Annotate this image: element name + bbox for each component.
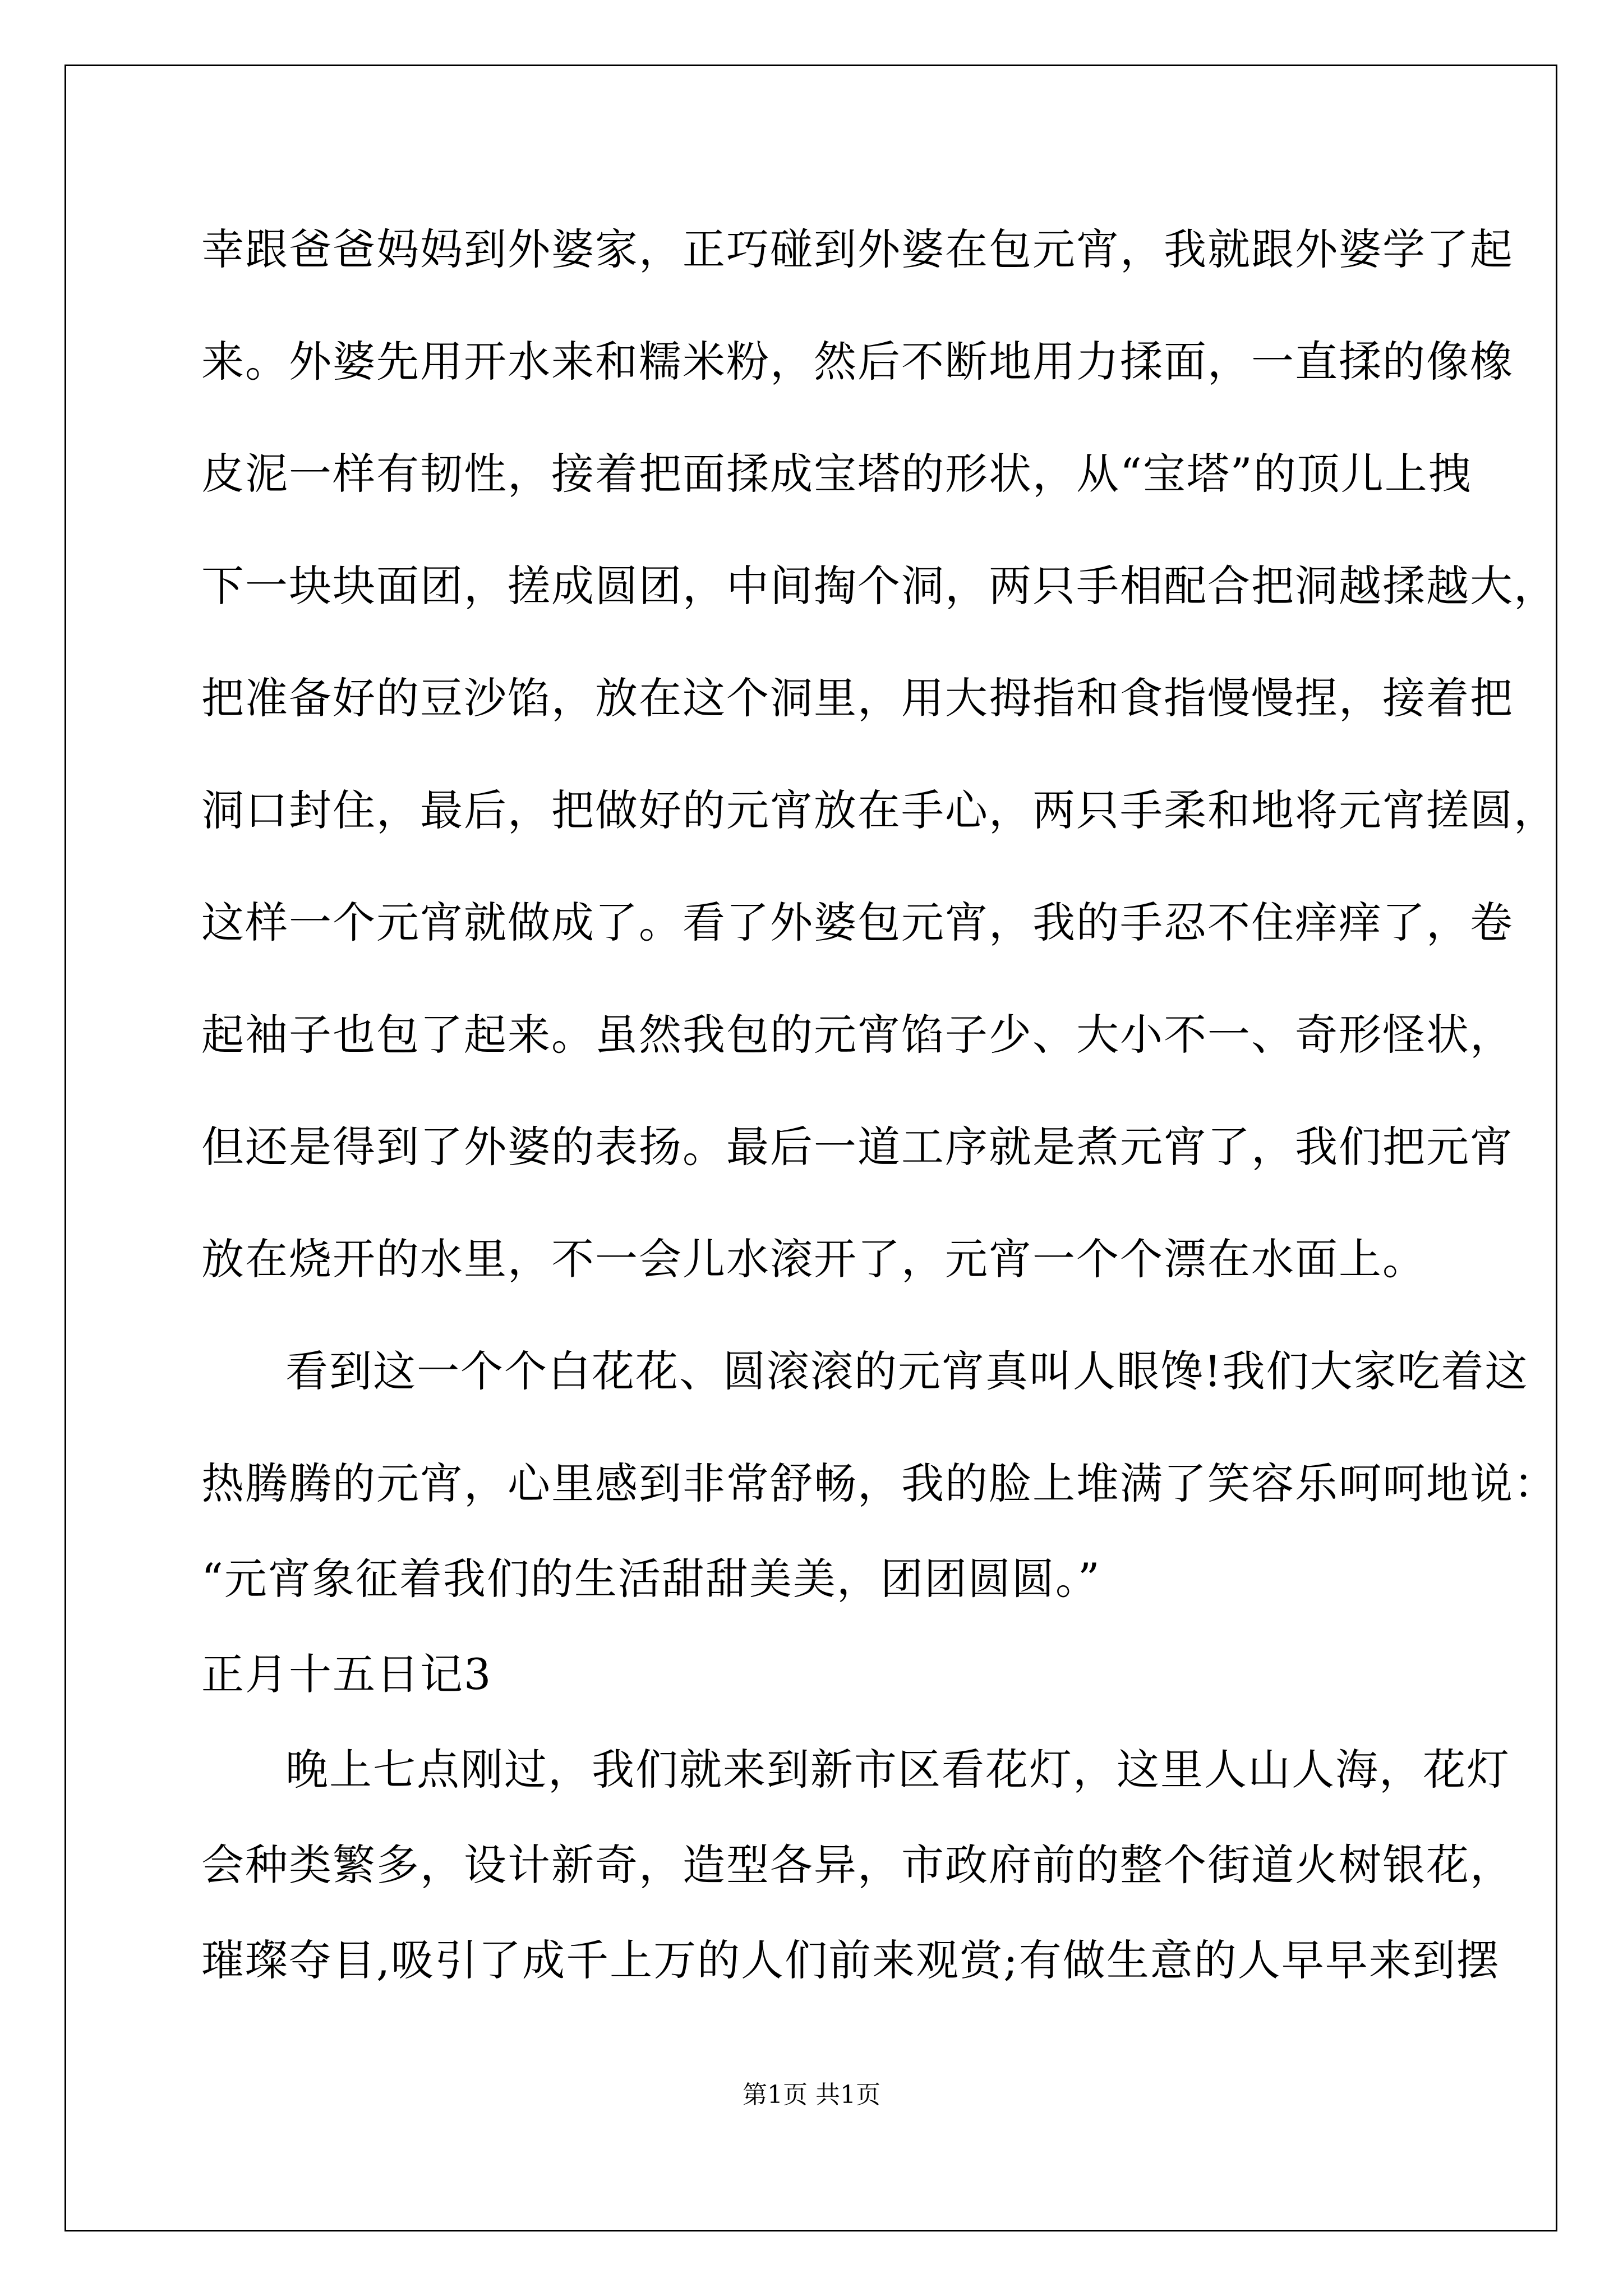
paragraph-line: 起袖子也包了起来。虽然我包的元宵馅子少、大小不一、奇形怪状， bbox=[201, 1010, 1514, 1060]
paragraph-line: 下一块块面团，搓成圆团，中间掏个洞，两只手相配合把洞越揉越大， bbox=[201, 561, 1557, 611]
section-title: 正月十五日记3 bbox=[201, 1649, 492, 1699]
paragraph-line: 来。外婆先用开水来和糯米粉，然后不断地用力揉面，一直揉的像橡 bbox=[201, 337, 1514, 386]
paragraph-line: 璀璨夺目,吸引了成千上万的人们前来观赏;有做生意的人早早来到摆 bbox=[201, 1935, 1500, 1985]
paragraph-line: 洞口封住，最后，把做好的元宵放在手心，两只手柔和地将元宵搓圆， bbox=[201, 785, 1557, 835]
paragraph-line: 看到这一个个白花花、圆滚滚的元宵真叫人眼馋!我们大家吃着这 bbox=[285, 1346, 1529, 1396]
paragraph-line: 会种类繁多，设计新奇，造型各异，市政府前的整个街道火树银花， bbox=[201, 1840, 1514, 1890]
paragraph-line: 但还是得到了外婆的表扬。最后一道工序就是煮元宵了，我们把元宵 bbox=[201, 1122, 1514, 1172]
paragraph-line: 放在烧开的水里，不一会儿水滚开了，元宵一个个漂在水面上。 bbox=[201, 1234, 1426, 1284]
paragraph-line: 皮泥一样有韧性，接着把面揉成宝塔的形状，从“宝塔”的顶儿上拽 bbox=[201, 449, 1472, 499]
page-footer: 第1页 共1页 bbox=[743, 2081, 880, 2109]
paragraph-line: 把准备好的豆沙馅，放在这个洞里，用大拇指和食指慢慢捏，接着把 bbox=[201, 673, 1514, 723]
paragraph-line: “元宵象征着我们的生活甜甜美美，团团圆圆。” bbox=[201, 1554, 1101, 1604]
paragraph-line: 晚上七点刚过，我们就来到新市区看花灯，这里人山人海，花灯 bbox=[285, 1745, 1510, 1795]
paragraph-line: 这样一个元宵就做成了。看了外婆包元宵，我的手忍不住痒痒了，卷 bbox=[201, 898, 1514, 947]
paragraph-line: 幸跟爸爸妈妈到外婆家，正巧碰到外婆在包元宵，我就跟外婆学了起 bbox=[201, 224, 1514, 274]
paragraph-line: 热腾腾的元宵，心里感到非常舒畅，我的脸上堆满了笑容乐呵呵地说： bbox=[201, 1458, 1557, 1508]
